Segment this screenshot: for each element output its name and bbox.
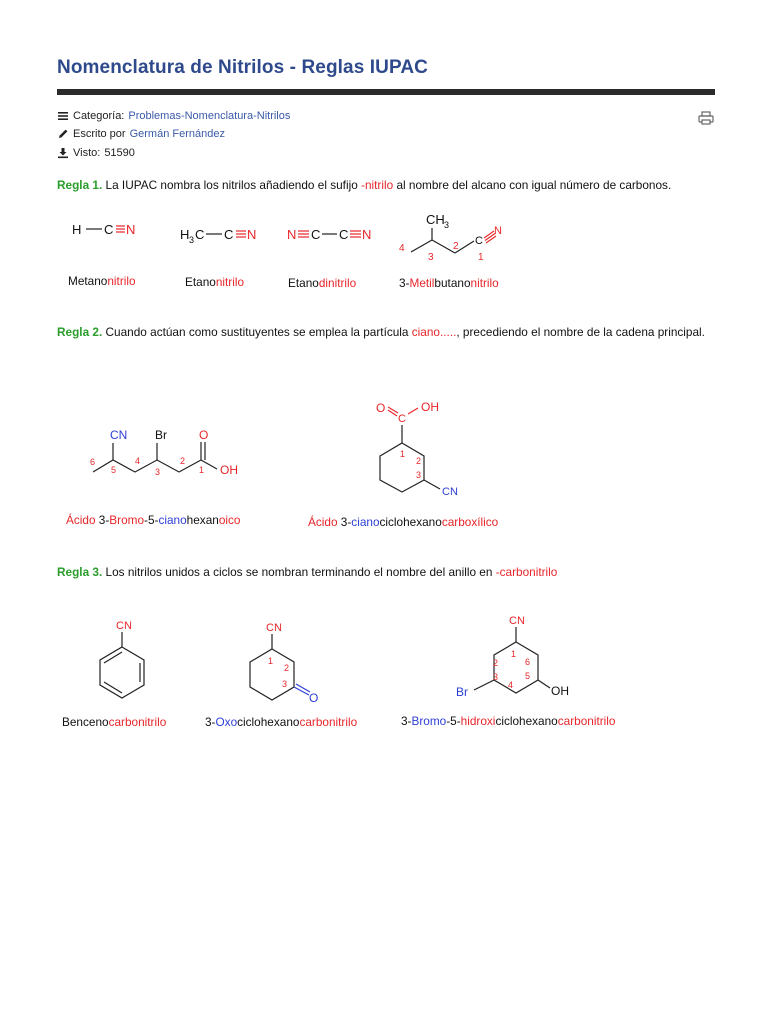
atom-label: 3 <box>444 220 450 230</box>
atom-label: CN <box>266 622 282 634</box>
atom-label: N <box>362 227 372 242</box>
rule-2-text: Cuando actúan como sustituyentes se emplea la partícula <box>102 325 412 339</box>
rule-2-text-after: , precediendo el nombre de la cadena principal. <box>456 325 705 339</box>
atom-label: 1 <box>400 449 406 459</box>
atom-label: C <box>398 413 406 425</box>
atom-label: 1 <box>268 656 274 666</box>
name-part-suffix: carbonitrilo <box>299 715 358 729</box>
atom-label: 4 <box>508 680 514 690</box>
atom-label: CN <box>110 428 128 442</box>
compound-name-bromohidroxiciclohexanocarbonitrilo <box>401 714 615 728</box>
atom-label: 3 <box>428 252 434 263</box>
meta-views <box>57 147 135 159</box>
atom-label: CN <box>442 486 458 498</box>
author-link[interactable]: Germán Fernández <box>129 128 225 140</box>
name-part-substituent: Bromo <box>109 513 145 527</box>
rule-2-paragraph <box>57 322 717 343</box>
structure-bromohidroxiciclohexanocarbonitrilo <box>450 612 575 704</box>
atom-label: 2 <box>180 456 186 466</box>
rule-3-highlight: -carbonitrilo <box>495 565 558 579</box>
atom-label: C <box>311 227 321 242</box>
atom-label: 5 <box>525 671 531 681</box>
atom-label: Br <box>155 428 167 442</box>
meta-author <box>57 128 225 140</box>
name-part-acid: Ácido <box>308 515 338 529</box>
compound-name-etanodinitrilo <box>288 276 356 290</box>
atom-label: O <box>199 428 209 442</box>
name-part: Etano <box>185 275 216 289</box>
name-part-substituent: ciano <box>158 513 187 527</box>
name-part: hexan <box>186 513 219 527</box>
rule-3-label: Regla 3. <box>57 565 103 579</box>
atom-label: H <box>72 222 82 237</box>
name-part-suffix: carbonitrilo <box>108 715 167 729</box>
rule-2-highlight: ciano..... <box>411 325 457 339</box>
rule-2-label: Regla 2. <box>57 325 103 339</box>
atom-label: N <box>126 222 136 237</box>
category-label: Categoría: <box>73 110 125 122</box>
atom-label: OH <box>421 400 439 414</box>
meta-category <box>57 110 290 122</box>
atom-label: 2 <box>416 456 422 466</box>
compound-name-cianociclohexanocarboxilico <box>308 515 498 529</box>
structure-metilbutanonitrilo <box>395 208 510 266</box>
name-part: 3- <box>399 276 410 290</box>
rule-1-text-after: al nombre del alcano con igual número de carbonos. <box>393 178 672 192</box>
name-part: butano <box>434 276 471 290</box>
structure-metanonitrilo <box>70 218 140 242</box>
name-part: ciclohexano <box>495 714 558 728</box>
atom-label: 1 <box>199 465 205 475</box>
name-part-suffix: carboxílico <box>441 515 499 529</box>
atom-label: 3 <box>189 235 195 245</box>
name-part-substituent: Metil <box>409 276 435 290</box>
atom-label: 2 <box>453 241 459 252</box>
atom-label: 3 <box>416 470 422 480</box>
atom-label: N <box>287 227 297 242</box>
atom-label: 2 <box>284 663 290 673</box>
name-part: -5- <box>144 513 159 527</box>
name-part-suffix: nitrilo <box>470 276 499 290</box>
structure-etanodinitrilo <box>287 222 377 246</box>
atom-label: H <box>180 227 190 242</box>
atom-label: 4 <box>399 243 405 254</box>
atom-label: 3 <box>155 467 161 477</box>
atom-label: 6 <box>90 457 96 467</box>
pencil-icon <box>57 128 69 140</box>
name-part-substituent: hidroxi <box>460 714 496 728</box>
atom-label: 2 <box>493 658 499 668</box>
atom-label: CN <box>509 615 525 627</box>
structure-bromocianohexanoico <box>85 425 255 485</box>
compound-name-bromocianohexanoico <box>66 513 240 527</box>
rule-1-highlight: -nitrilo <box>361 178 394 192</box>
atom-label: N <box>494 225 502 237</box>
views-count: 51590 <box>104 147 135 159</box>
compound-name-metanonitrilo <box>68 274 136 288</box>
name-part-suffix: dinitrilo <box>318 276 357 290</box>
name-part-substituent: ciano <box>351 515 380 529</box>
atom-label: 3 <box>493 672 499 682</box>
atom-label: CH <box>426 212 445 227</box>
list-icon <box>57 110 69 122</box>
name-part: Metano <box>68 274 108 288</box>
name-part: Benceno <box>62 715 109 729</box>
rule-3-paragraph <box>57 562 717 583</box>
atom-label: N <box>247 227 257 242</box>
views-label: Visto: <box>73 147 101 159</box>
atom-label: 6 <box>525 657 531 667</box>
title-divider <box>57 89 715 95</box>
structure-etanonitrilo <box>180 222 270 248</box>
rule-3-text: Los nitrilos unidos a ciclos se nombran terminando el nombre del anillo en <box>102 565 496 579</box>
page-title: Nomenclatura de Nitrilos - Reglas IUPAC <box>57 57 428 78</box>
name-part: 3- <box>337 515 352 529</box>
rule-1-text: La IUPAC nombra los nitrilos añadiendo el sufijo <box>102 178 362 192</box>
atom-label: C <box>224 227 234 242</box>
name-part: -5- <box>446 714 461 728</box>
printer-icon[interactable] <box>698 111 714 125</box>
compound-name-metilbutanonitrilo <box>399 276 499 290</box>
structure-oxociclohexanocarbonitrilo <box>245 617 325 707</box>
rule-1-label: Regla 1. <box>57 178 103 192</box>
atom-label: C <box>195 227 205 242</box>
atom-label: Br <box>456 685 468 699</box>
name-part-substituent: Oxo <box>215 715 238 729</box>
author-label: Escrito por <box>73 128 126 140</box>
compound-name-etanonitrilo <box>185 275 244 289</box>
atom-label: C <box>339 227 349 242</box>
name-part: 3- <box>95 513 110 527</box>
category-link[interactable]: Problemas-Nomenclatura-Nitrilos <box>128 110 291 122</box>
atom-label: O <box>309 691 319 705</box>
atom-label: OH <box>220 463 238 477</box>
atom-label: 1 <box>478 252 484 263</box>
atom-label: 4 <box>135 456 141 466</box>
rule-1-paragraph <box>57 175 717 196</box>
structure-cianociclohexanocarboxilico <box>370 396 480 500</box>
name-part: ciclohexano <box>379 515 442 529</box>
structure-bencenocarbonitrilo <box>95 617 155 703</box>
compound-name-bencenocarbonitrilo <box>62 715 166 729</box>
download-icon <box>57 147 69 159</box>
atom-label: 5 <box>111 465 117 475</box>
name-part-suffix: nitrilo <box>215 275 245 289</box>
compound-name-oxociclohexanocarbonitrilo <box>205 715 357 729</box>
name-part-substituent: Bromo <box>411 714 447 728</box>
atom-label: C <box>475 235 483 247</box>
name-part-acid: Ácido <box>66 513 96 527</box>
name-part: 3- <box>205 715 216 729</box>
name-part: ciclohexano <box>237 715 300 729</box>
name-part-suffix: carbonitrilo <box>557 714 616 728</box>
name-part: Etano <box>288 276 319 290</box>
name-part-suffix: oico <box>218 513 241 527</box>
atom-label: OH <box>551 684 569 698</box>
atom-label: 3 <box>282 679 288 689</box>
name-part-suffix: nitrilo <box>107 274 136 288</box>
atom-label: CN <box>116 620 132 632</box>
name-part: 3- <box>401 714 412 728</box>
atom-label: 1 <box>511 649 517 659</box>
atom-label: C <box>104 222 114 237</box>
atom-label: O <box>376 401 386 415</box>
